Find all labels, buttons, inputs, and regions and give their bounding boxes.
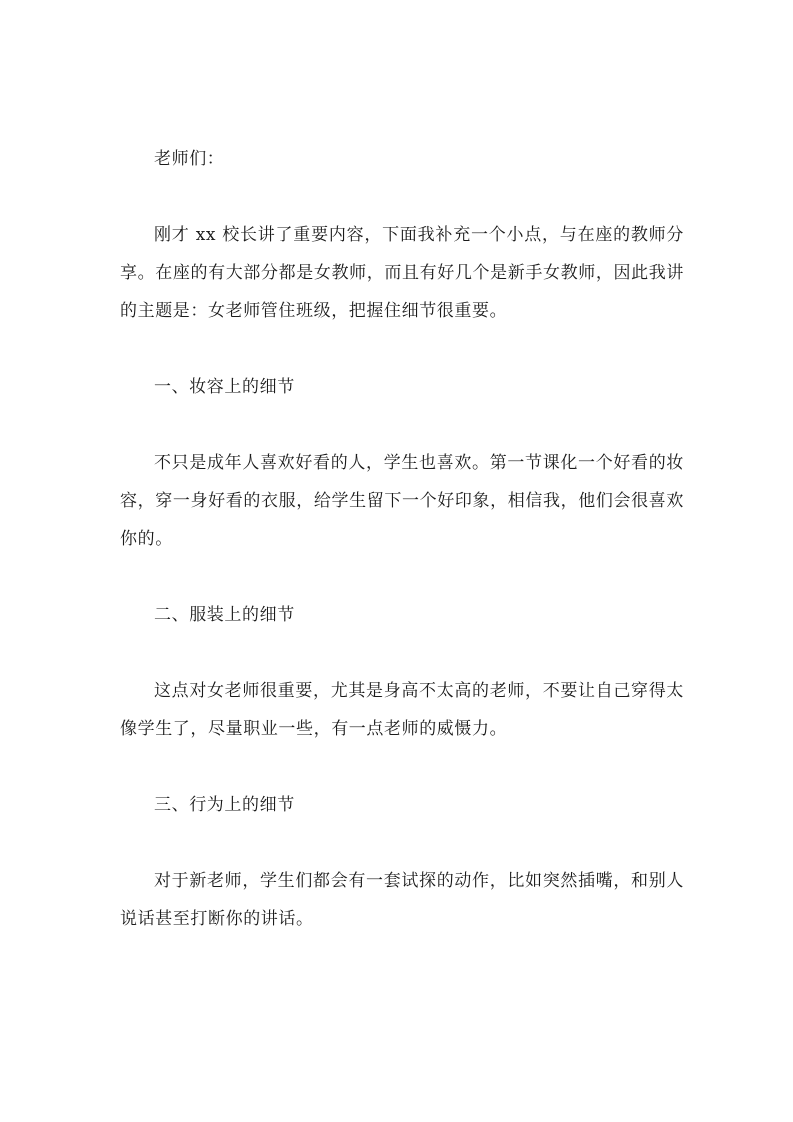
section-body-clothing: 这点对女老师很重要，尤其是身高不太高的老师，不要让自己穿得太像学生了，尽量职业一些，有一点老师的威慑力。 — [120, 681, 684, 739]
document-body — [120, 140, 684, 938]
paragraph-spacer — [120, 330, 684, 368]
section-heading-makeup: 一、妆容上的细节 — [154, 377, 295, 397]
section-body-makeup: 不只是成年人喜欢好看的人，学生也喜欢。第一节课化一个好看的妆容，穿一身好看的衣服，给学生留下一个好印象，相信我，他们会很喜欢你的。 — [120, 453, 684, 549]
paragraph-spacer — [120, 634, 684, 672]
paragraph-spacer — [120, 406, 684, 444]
paragraph-spacer — [120, 558, 684, 596]
paragraph-spacer — [120, 178, 684, 216]
paragraph-spacer — [120, 748, 684, 786]
section-heading-clothing: 二、服装上的细节 — [154, 605, 295, 625]
intro-paragraph: 刚才 xx 校长讲了重要内容，下面我补充一个小点，与在座的教师分享。在座的有大部分都是女教师，而且有好几个是新手女教师，因此我讲的主题是：女老师管住班级，把握住细节很重要。 — [120, 225, 684, 321]
salutation: 老师们： — [154, 149, 225, 169]
paragraph-spacer — [120, 824, 684, 862]
section-body-behavior: 对于新老师，学生们都会有一套试探的动作，比如突然插嘴，和别人说话甚至打断你的讲话。 — [120, 871, 684, 929]
section-heading-behavior: 三、行为上的细节 — [154, 795, 295, 815]
